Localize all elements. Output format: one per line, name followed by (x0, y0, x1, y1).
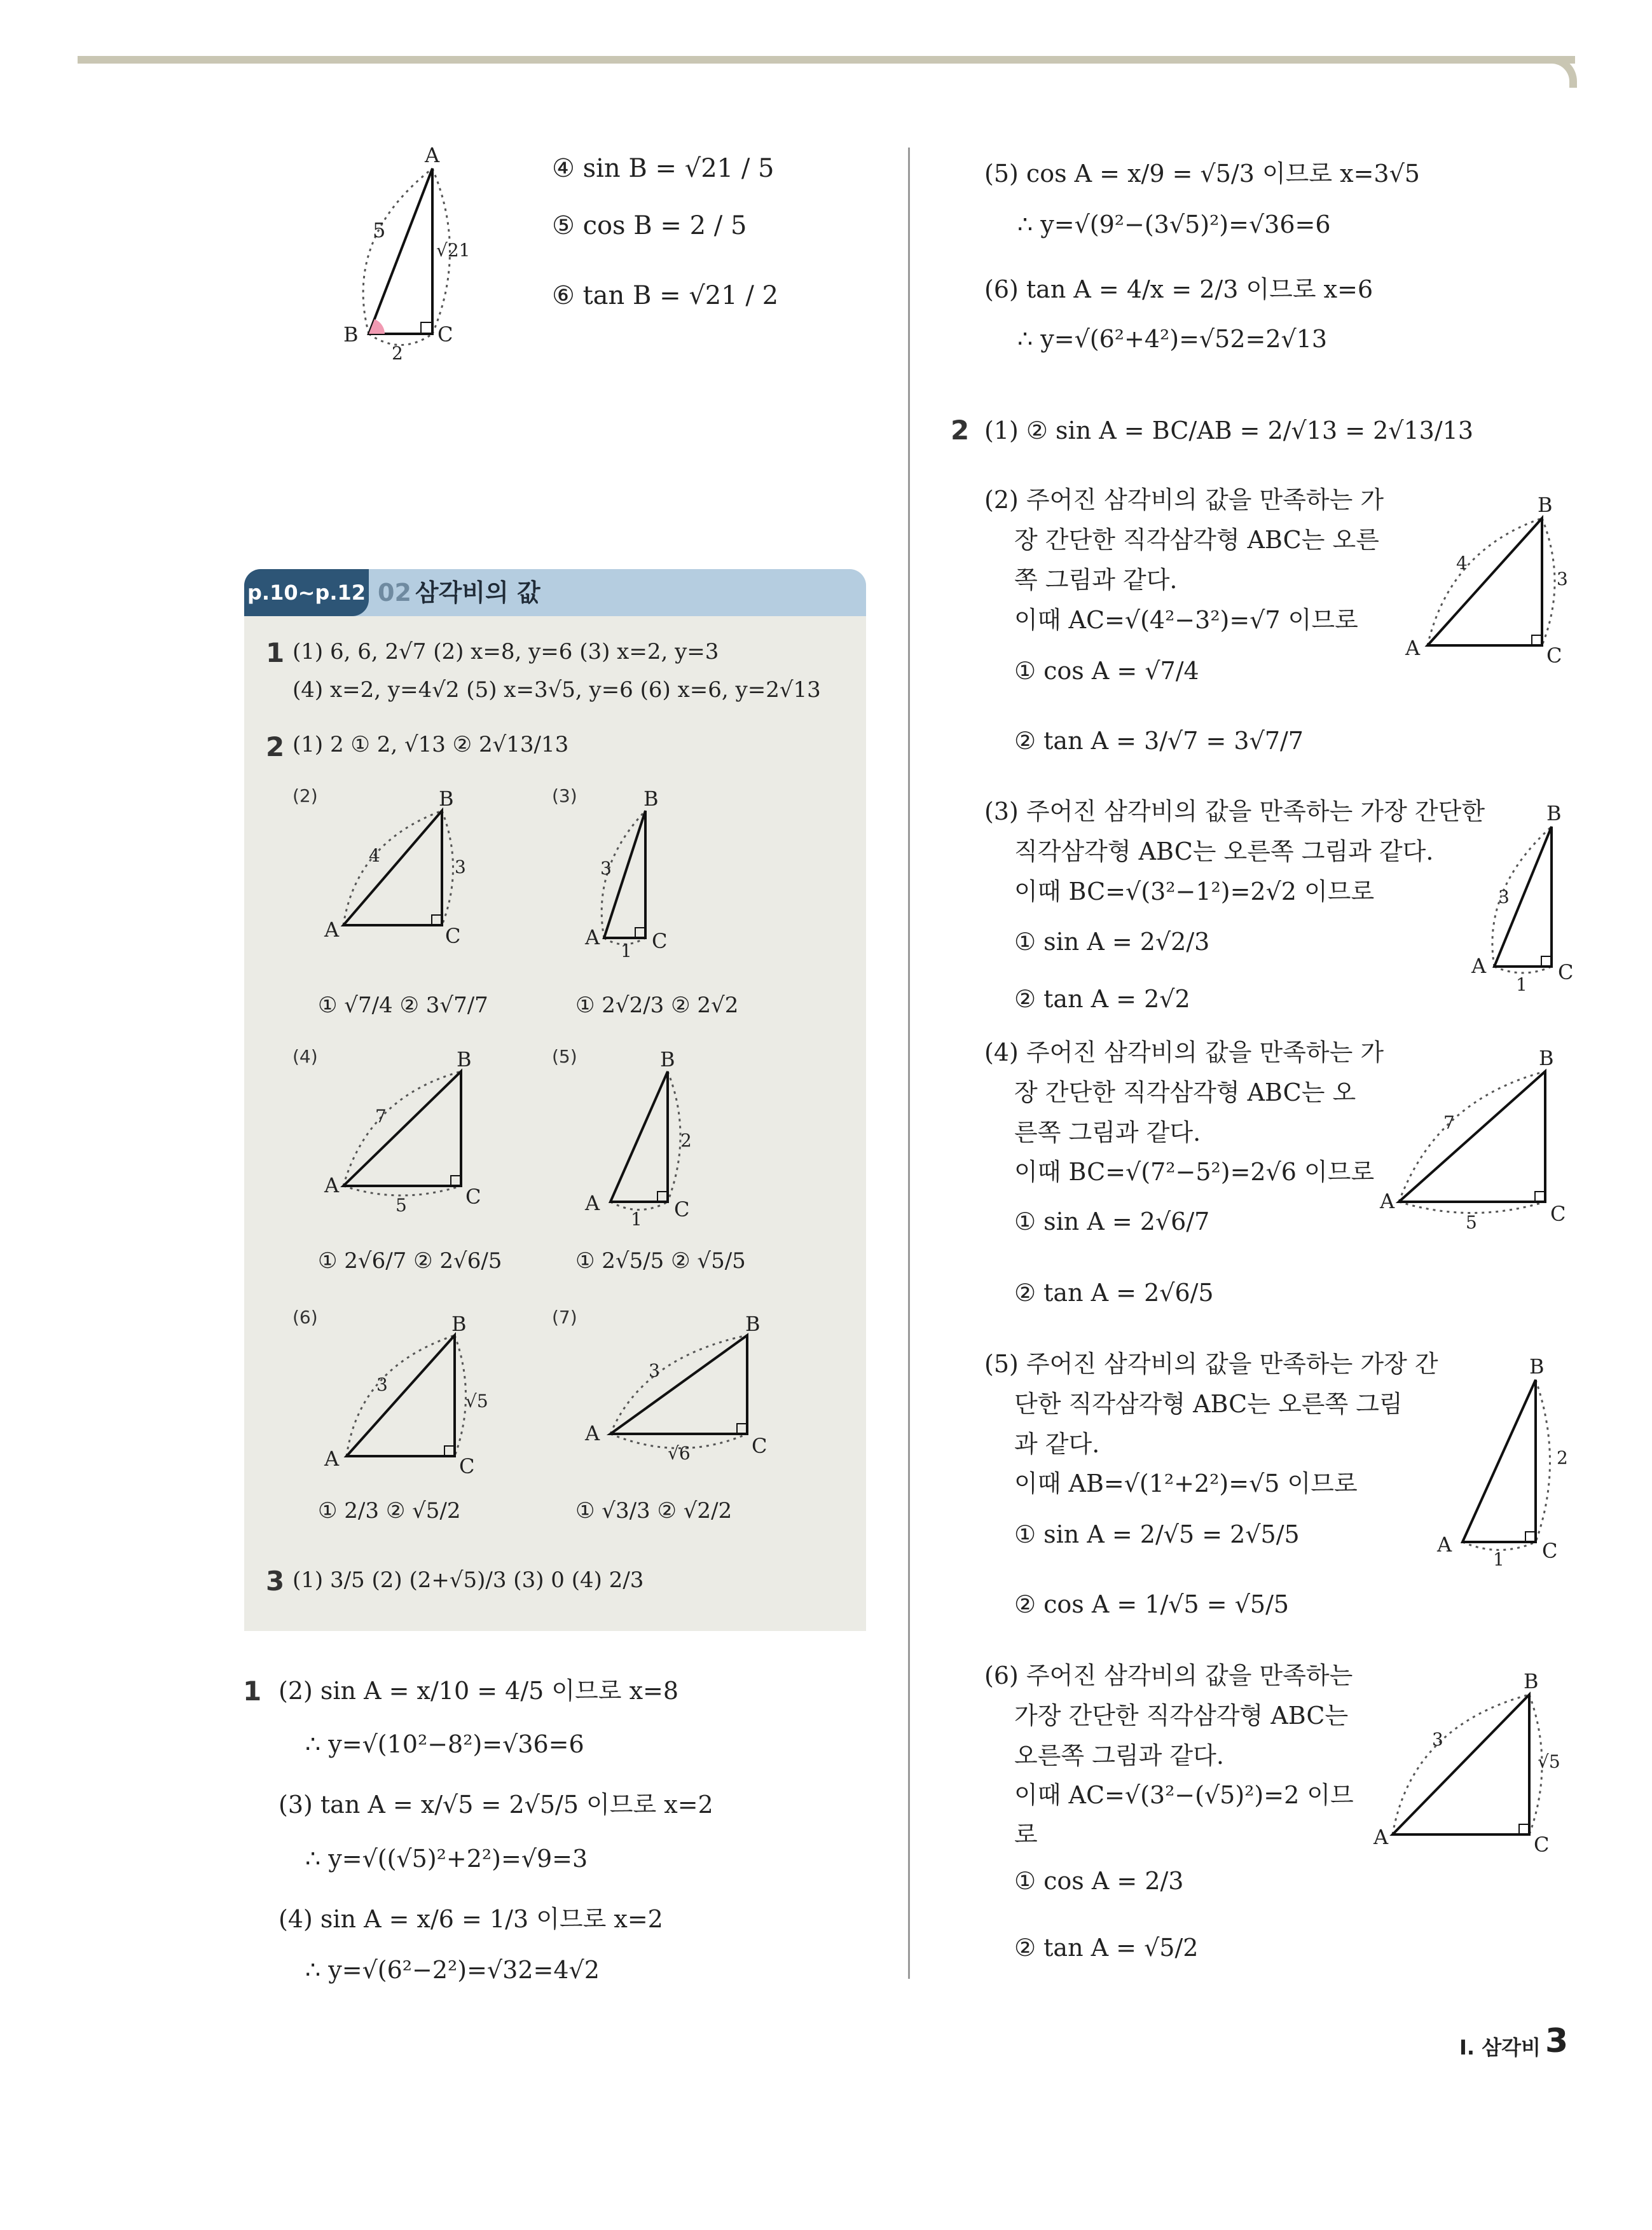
ratio-tanB: ⑥ tan B = √21 / 2 (552, 281, 779, 310)
b3-line1: (3) 주어진 삼각비의 값을 만족하는 가장 간단한 (984, 797, 1485, 825)
b4-line4: 이때 BC=√(7²−5²)=2√6 이므로 (1014, 1158, 1375, 1186)
triangle-figure-top (331, 143, 496, 364)
r2-side2: 3 (1557, 568, 1568, 589)
svg-text:B: B (451, 1312, 467, 1336)
svg-text:B: B (457, 1047, 472, 1071)
b3-line2: 직각삼각형 ABC는 오른쪽 그림과 같다. (1014, 837, 1434, 865)
b6-line5: 로 (1014, 1820, 1038, 1848)
column-divider (908, 148, 910, 1979)
b5-line4: 이때 AB=√(1²+2²)=√5 이므로 (1014, 1469, 1358, 1497)
fig7-side2: √6 (668, 1443, 691, 1464)
b4-line5: ① sin A = 2√6/7 (1014, 1208, 1210, 1235)
svg-text:C: C (674, 1197, 690, 1222)
r4-side1: 7 (1443, 1112, 1455, 1133)
fig7-answers: ① √3/3 ② √2/2 (575, 1498, 733, 1524)
fig6-label: (6) (293, 1307, 318, 1328)
svg-text:B: B (644, 787, 659, 811)
triangle-figure-r4 (1380, 1043, 1583, 1234)
r-line4: ∴ y=√(6²+4²)=√52=2√13 (1017, 325, 1328, 353)
svg-text:B: B (1529, 1354, 1545, 1379)
fig5-side2: 1 (631, 1209, 642, 1230)
r4-side2: 5 (1466, 1212, 1477, 1233)
b3-line5: ② tan A = 2√2 (1014, 985, 1190, 1013)
triangle-figure-r6 (1373, 1666, 1577, 1857)
b2-line2: 장 간단한 직각삼각형 ABC는 오른 (1014, 526, 1379, 554)
r6-side2: √5 (1538, 1751, 1560, 1772)
r-line1: (5) cos A = x/9 = √5/3 이므로 x=3√5 (984, 160, 1420, 188)
side-BC: 2 (392, 343, 403, 364)
label-A: A (425, 143, 440, 167)
b5-line5: ① sin A = 2/√5 = 2√5/5 (1014, 1520, 1300, 1548)
svg-text:A: A (324, 1173, 340, 1197)
label-B: B (343, 322, 359, 347)
svg-text:C: C (1546, 644, 1562, 668)
fig4-label: (4) (293, 1046, 318, 1067)
r5-side2: 1 (1493, 1549, 1504, 1570)
triangle-figure-5 (585, 1047, 712, 1230)
svg-text:B: B (439, 787, 454, 811)
svg-text:A: A (585, 1421, 600, 1445)
b5-line1: (5) 주어진 삼각비의 값을 만족하는 가장 간 (984, 1350, 1438, 1378)
triangle-figure-7 (585, 1312, 776, 1464)
b2-line6: ② tan A = 3/√7 = 3√7/7 (1014, 727, 1304, 755)
svg-text:A: A (324, 1447, 340, 1471)
r3-side1: 3 (1498, 886, 1510, 907)
b4-line6: ② tan A = 2√6/5 (1014, 1279, 1214, 1307)
sol1-line4: ∴ y=√((√5)²+2²)=√9=3 (305, 1845, 588, 1873)
fig7-label: (7) (552, 1307, 577, 1328)
q3-answers: (1) 3/5 (2) (2+√5)/3 (3) 0 (4) 2/3 (293, 1567, 644, 1593)
r3-side2: 1 (1516, 974, 1527, 995)
svg-text:C: C (1550, 1202, 1566, 1226)
page-range-tab: p.10~p.12 (244, 569, 369, 616)
svg-text:C: C (1558, 960, 1574, 984)
section-number: 02 (378, 579, 411, 607)
svg-text:C: C (459, 1454, 475, 1478)
fig5-side1: 2 (680, 1130, 692, 1151)
b6-line7: ② tan A = √5/2 (1014, 1934, 1199, 1962)
fig3-label: (3) (552, 785, 577, 806)
section-title-text: 삼각비의 값 (415, 579, 540, 607)
b2-line4: 이때 AC=√(4²−3²)=√7 이므로 (1014, 606, 1358, 634)
svg-text:A: A (1437, 1532, 1452, 1557)
sol1-number: 1 (243, 1676, 262, 1707)
b5-line3: 과 같다. (1014, 1430, 1100, 1458)
triangle-figure-3 (585, 787, 712, 961)
svg-text:A: A (1405, 636, 1421, 660)
b4-line1: (4) 주어진 삼각비의 값을 만족하는 가 (984, 1038, 1384, 1066)
b2-line3: 쪽 그림과 같다. (1014, 566, 1178, 594)
b6-line2: 가장 간단한 직각삼각형 ABC는 (1014, 1702, 1349, 1730)
fig3-side1: 3 (600, 858, 612, 879)
svg-text:C: C (1542, 1539, 1558, 1563)
ratio-sinB: ④ sin B = √21 / 5 (552, 154, 774, 183)
svg-text:A: A (1380, 1189, 1395, 1213)
q2-sol-line1: (1) ② sin A = BC/AB = 2/√13 = 2√13/13 (984, 416, 1474, 444)
fig2-side1: 4 (369, 845, 380, 866)
footer-chapter-label: Ⅰ. 삼각비 (1459, 2035, 1541, 2060)
ratio-cosB: ⑤ cos B = 2 / 5 (552, 211, 747, 240)
triangle-figure-r5 (1424, 1354, 1577, 1571)
svg-text:C: C (445, 924, 461, 948)
sol1-line5: (4) sin A = x/6 = 1/3 이므로 x=2 (279, 1905, 663, 1933)
b5-line6: ② cos A = 1/√5 = √5/5 (1014, 1590, 1290, 1618)
svg-text:B: B (1524, 1669, 1539, 1693)
b6-line3: 오른쪽 그림과 같다. (1014, 1742, 1224, 1770)
fig6-side2: √5 (465, 1391, 488, 1412)
triangle-figure-4 (324, 1047, 502, 1216)
fig6-answers: ① 2/3 ② √5/2 (318, 1498, 461, 1524)
svg-text:A: A (585, 925, 600, 949)
fig4-side1: 7 (375, 1106, 387, 1127)
b5-line2: 단한 직각삼각형 ABC는 오른쪽 그림 (1014, 1390, 1403, 1418)
b4-line2: 장 간단한 직각삼각형 ABC는 오 (1014, 1078, 1356, 1106)
svg-text:A: A (1373, 1825, 1389, 1849)
svg-text:B: B (1546, 801, 1562, 825)
b3-line4: ① sin A = 2√2/3 (1014, 928, 1210, 956)
sol1-line1: (2) sin A = x/10 = 4/5 이므로 x=8 (279, 1677, 679, 1705)
triangle-figure-2 (324, 787, 490, 948)
fig7-side1: 3 (649, 1360, 660, 1381)
b2-line5: ① cos A = √7/4 (1014, 657, 1199, 685)
r5-side1: 2 (1557, 1447, 1568, 1468)
svg-text:B: B (660, 1047, 675, 1071)
q1-number: 1 (266, 637, 285, 668)
svg-text:C: C (1534, 1833, 1550, 1857)
svg-text:C: C (652, 929, 668, 953)
label-C: C (437, 322, 453, 347)
sol1-line6: ∴ y=√(6²−2²)=√32=4√2 (305, 1956, 600, 1984)
svg-text:B: B (1538, 493, 1553, 517)
side-AB: 5 (373, 218, 386, 242)
q1-line1: (1) 6, 6, 2√7 (2) x=8, y=6 (3) x=2, y=3 (293, 639, 719, 664)
svg-text:C: C (465, 1185, 481, 1209)
triangle-figure-r2 (1399, 490, 1577, 668)
sol1-line2: ∴ y=√(10²−8²)=√36=6 (305, 1730, 584, 1758)
side-AC: √21 (436, 240, 471, 261)
page-number: 3 (1545, 2022, 1569, 2060)
fig3-side2: 1 (621, 940, 632, 961)
fig2-label: (2) (293, 785, 318, 806)
fig3-answers: ① 2√2/3 ② 2√2 (575, 993, 739, 1018)
svg-text:A: A (324, 918, 340, 942)
svg-text:C: C (752, 1434, 767, 1458)
fig5-answers: ① 2√5/5 ② √5/5 (575, 1248, 746, 1274)
svg-text:A: A (1471, 954, 1487, 978)
svg-text:B: B (745, 1312, 761, 1336)
q2-line1: (1) 2 ① 2, √13 ② 2√13/13 (293, 732, 569, 757)
triangle-figure-6 (324, 1313, 490, 1478)
top-rule (78, 56, 1575, 64)
fig4-answers: ① 2√6/7 ② 2√6/5 (318, 1248, 502, 1274)
fig5-label: (5) (552, 1046, 577, 1067)
b6-line6: ① cos A = 2/3 (1014, 1867, 1184, 1895)
r2-side1: 4 (1456, 553, 1468, 574)
q2-sol-number: 2 (951, 415, 970, 446)
q3-number: 3 (266, 1566, 285, 1597)
fig2-side2: 3 (455, 857, 466, 878)
q1-line2: (4) x=2, y=4√2 (5) x=3√5, y=6 (6) x=6, y=2√13 (293, 677, 821, 703)
fig4-side2: 5 (396, 1195, 407, 1216)
svg-text:A: A (585, 1191, 600, 1215)
b2-line1: (2) 주어진 삼각비의 값을 만족하는 가 (984, 486, 1384, 514)
r6-side1: 3 (1432, 1729, 1443, 1750)
fig2-answers: ① √7/4 ② 3√7/7 (318, 993, 488, 1018)
triangle-figure-r3 (1463, 801, 1583, 995)
b6-line1: (6) 주어진 삼각비의 값을 만족하는 (984, 1662, 1353, 1690)
section-title (378, 569, 540, 616)
fig6-side1: 3 (376, 1374, 388, 1395)
b4-line3: 른쪽 그림과 같다. (1014, 1118, 1201, 1146)
q2-number: 2 (266, 731, 285, 762)
b6-line4: 이때 AC=√(3²−(√5)²)=2 이므 (1014, 1781, 1354, 1809)
r-line2: ∴ y=√(9²−(3√5)²)=√36=6 (1017, 210, 1331, 238)
sol1-line3: (3) tan A = x/√5 = 2√5/5 이므로 x=2 (279, 1791, 713, 1819)
svg-text:B: B (1539, 1046, 1554, 1070)
r-line3: (6) tan A = 4/x = 2/3 이므로 x=6 (984, 275, 1373, 303)
b3-line3: 이때 BC=√(3²−1²)=2√2 이므로 (1014, 878, 1375, 905)
